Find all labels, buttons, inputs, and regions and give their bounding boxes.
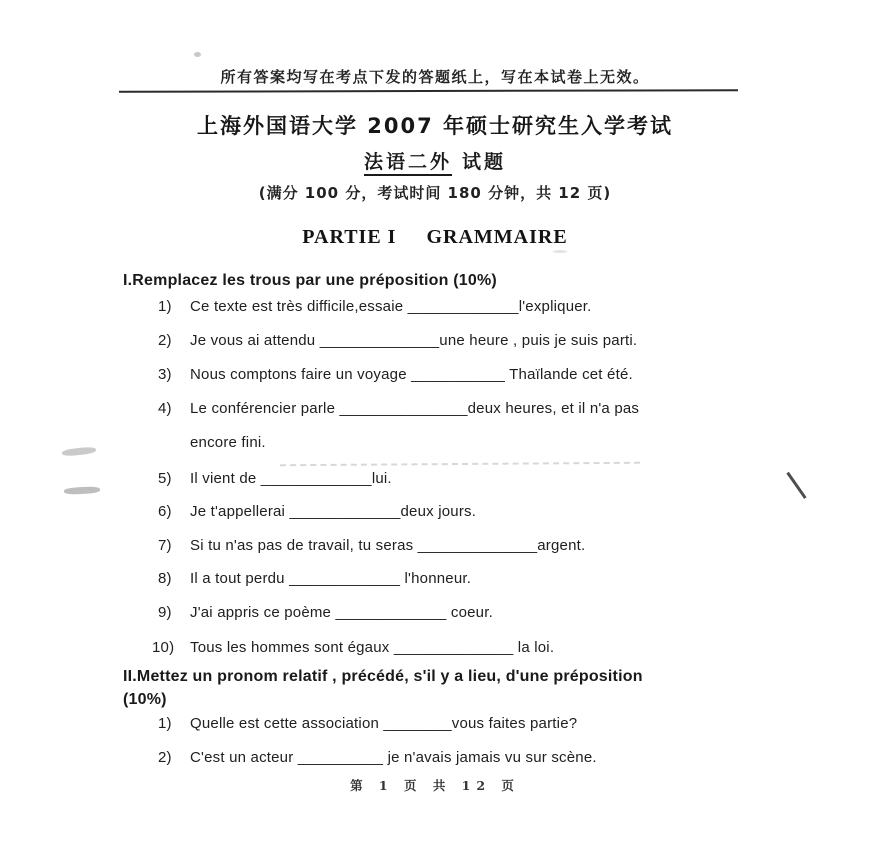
question-text: Nous comptons faire un voyage ___________ Thaïlande cet été. <box>190 366 633 383</box>
exam-title: 上海外国语大学 2007 年硕士研究生入学考试 <box>196 114 674 138</box>
section-1-heading: I.Remplacez les trous par une préposition (10%) <box>123 272 497 289</box>
scan-artifact-smudge <box>62 446 97 457</box>
section-2-heading-line1: II.Mettez un pronom relatif , précédé, s'il y a lieu, d'une préposition <box>123 668 643 685</box>
scan-artifact-speck <box>194 52 201 57</box>
scan-artifact-speck <box>553 250 567 253</box>
question-number: 8) <box>158 570 172 587</box>
question-item-4-continuation <box>190 434 266 451</box>
header-rule <box>119 89 738 93</box>
part-heading <box>0 226 870 249</box>
question-text: Le conférencier parle _______________deux heures, et il n'a pas <box>190 400 640 417</box>
scan-artifact-dotted-noise <box>280 462 640 467</box>
scan-artifact-slash <box>786 472 806 499</box>
question-text: Je vous ai attendu ______________une heure , puis je suis parti. <box>190 332 638 349</box>
exam-info-line: (满分 100 分，考试时间 180 分钟，共 12 页) <box>258 184 612 202</box>
question-text: Quelle est cette association ________vous faites partie? <box>190 715 578 732</box>
question-text: encore fini. <box>190 434 266 451</box>
question-number: 10) <box>152 639 175 656</box>
subject-underlined: 法语二外 <box>364 151 452 176</box>
question-text: J'ai appris ce poème _____________ coeur. <box>190 604 493 621</box>
part-label: PARTIE I <box>302 226 397 248</box>
section-2-heading-line2: (10%) <box>123 691 167 708</box>
question-number: 6) <box>158 503 172 520</box>
question-number: 3) <box>158 366 172 383</box>
question-number: 1) <box>158 715 172 732</box>
page-number-footer: 第 1 页 共 12 页 <box>350 778 520 793</box>
question-number: 1) <box>158 298 172 315</box>
question-text: Je t'appellerai _____________deux jours. <box>190 503 477 520</box>
subject-suffix: 试题 <box>462 151 507 173</box>
question-number: 5) <box>158 470 172 487</box>
question-number: 2) <box>158 749 172 766</box>
question-item-II-2 <box>158 749 597 766</box>
part-title: GRAMMAIRE <box>426 226 568 248</box>
question-text: Ce texte est très difficile,essaie _____________l'expliquer. <box>190 298 592 315</box>
question-text: Tous les hommes sont égaux ______________ la loi. <box>190 639 555 656</box>
question-item-7 <box>158 537 585 554</box>
question-item-2 <box>158 332 637 349</box>
exam-subject <box>0 147 870 174</box>
question-text: C'est un acteur __________ je n'avais jamais vu sur scène. <box>190 749 597 766</box>
question-item-8 <box>158 570 471 587</box>
question-number: 2) <box>158 332 172 349</box>
scan-artifact-smudge <box>64 486 100 495</box>
question-item-II-1 <box>158 715 577 732</box>
question-item-4 <box>158 400 639 417</box>
question-number: 4) <box>158 400 172 417</box>
question-number: 7) <box>158 537 172 554</box>
question-item-6 <box>158 503 476 520</box>
question-item-9 <box>158 604 493 621</box>
question-text: Il vient de _____________lui. <box>190 470 392 487</box>
question-number: 9) <box>158 604 172 621</box>
question-item-1 <box>158 298 592 315</box>
question-text: Il a tout perdu _____________ l'honneur. <box>190 570 472 587</box>
answer-sheet-notice: 所有答案均写在考点下发的答题纸上，写在本试卷上无效。 <box>220 68 650 86</box>
question-item-5 <box>158 470 392 487</box>
question-text: Si tu n'as pas de travail, tu seras ______________argent. <box>190 537 586 554</box>
question-item-10 <box>152 639 554 656</box>
question-item-3 <box>158 366 633 383</box>
